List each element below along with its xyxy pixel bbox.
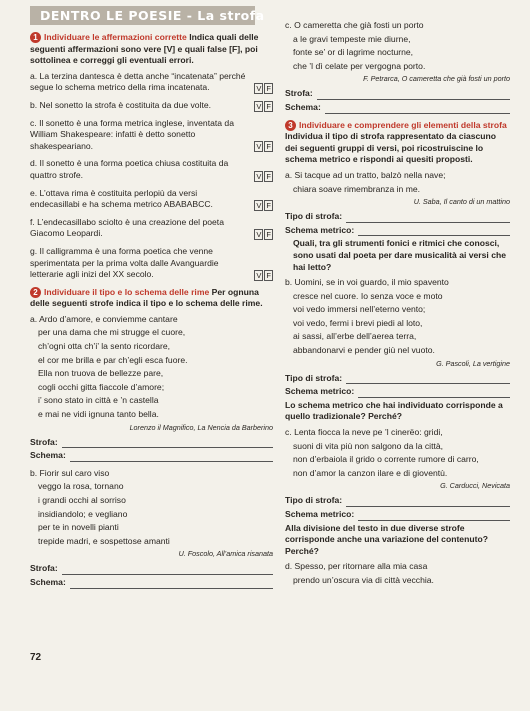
statement-text: c. Il sonetto è una forma metrica inglese, inventata da William Shakespeare: infatti è detto sonetto shakespeariano. xyxy=(30,117,234,151)
statement-item xyxy=(30,118,273,153)
question-text: Quali, tra gli strumenti fonici e ritmici che conosci, sono usati dal poeta per dare musicalità ai versi che hai letto? xyxy=(293,238,507,272)
answer-line[interactable] xyxy=(62,438,273,448)
poem-line: a. Si tacque ad un tratto, balzò nella nave; xyxy=(285,169,446,180)
false-box[interactable]: F xyxy=(266,229,271,239)
page-number: 72 xyxy=(30,652,42,663)
tipo-strofa-answer-field[interactable] xyxy=(285,373,510,385)
poem-stanza-3b xyxy=(285,277,510,369)
poem-line: cogli occhi gitta fiaccole d’amore; xyxy=(38,381,165,392)
poem-source: Lorenzo il Magnifico, La Nencia da Barberino xyxy=(129,422,273,432)
answer-line[interactable] xyxy=(70,452,273,462)
poem-line: b. Fiorir sul caro viso xyxy=(30,467,110,478)
tipo-strofa-answer-field[interactable] xyxy=(285,495,510,507)
poem-line: i grandi occhi al sorriso xyxy=(38,495,126,505)
true-box[interactable]: V xyxy=(256,200,262,210)
false-box[interactable]: F xyxy=(266,101,271,111)
poem-source: F. Petrarca, O cameretta che già fosti un porto xyxy=(363,74,510,84)
statement-item xyxy=(30,71,273,94)
question-text: Lo schema metrico che hai individuato corrisponde a quello tradizionale? Perché? xyxy=(285,399,503,422)
poem-line: Ella non truova de bellezze pare, xyxy=(38,368,164,379)
answer-line[interactable] xyxy=(358,511,510,521)
answer-line[interactable] xyxy=(70,579,273,589)
poem-line: abbandonarvi e pender giù nel vuoto. xyxy=(293,345,435,356)
schema-answer-field[interactable] xyxy=(30,577,273,589)
question-text: Alla divisione del testo in due diverse strofe corrisponde anche una variazione del contenuto? Perché? xyxy=(285,522,488,556)
poem-line: voi vedo, fermi i brevi piedi al loto, xyxy=(293,317,423,328)
false-box[interactable]: F xyxy=(266,270,271,280)
poem-line: cresce nel cuore. Io senza voce e moto xyxy=(293,290,443,301)
exercise-2-instruction: Per ognuna delle seguenti strofe indica il tipo e lo schema delle rime. xyxy=(30,286,263,309)
statement-item xyxy=(30,158,273,181)
poem-line: che ’l dì celate per vergogna porto. xyxy=(293,60,426,71)
field-label: Tipo di strofa: xyxy=(285,495,343,506)
poem-line: i’ sono stato in città e ’n castella xyxy=(38,395,159,406)
true-box[interactable]: V xyxy=(256,171,262,181)
poem-line: el cor me brilla e par ch’egli esca fuore. xyxy=(38,354,188,365)
answer-line[interactable] xyxy=(317,90,510,100)
poem-line: suoni di vita più non salgono da la città, xyxy=(293,440,444,451)
poem-line: e mai ne vidi ignuna tanto bella. xyxy=(38,409,159,420)
answer-line[interactable] xyxy=(346,374,510,384)
poem-line: insidiandolo; e vegliano xyxy=(38,508,128,519)
left-column xyxy=(30,30,273,591)
exercise-2-title: Individuare il tipo e lo schema delle rime xyxy=(44,286,210,297)
poem-line: ai sassi, all’erbe dell’aerea terra, xyxy=(293,331,417,342)
poem-line: per una dama che mi strugge el cuore, xyxy=(38,327,186,338)
exercise-number-badge: 1 xyxy=(30,32,41,43)
true-false-boxes[interactable] xyxy=(253,141,273,152)
false-box[interactable]: F xyxy=(266,171,271,181)
answer-line[interactable] xyxy=(346,497,510,507)
poem-line: non d’amor la canzon ilare e di gioventù. xyxy=(293,467,448,478)
answer-line[interactable] xyxy=(325,104,510,114)
poem-line: prendo un’oscura via di città vecchia. xyxy=(293,574,434,585)
poem-line: a le gravi tempeste mie diurne, xyxy=(293,33,411,44)
poem-source: U. Foscolo, All’amica risanata xyxy=(178,549,273,559)
strofa-answer-field[interactable] xyxy=(30,437,273,449)
statement-text: g. Il calligramma è una forma poetica che venne sperimentata per la prima volta dalle Avanguardie letterarie agli inizi del XX secolo. xyxy=(30,245,219,280)
statement-text: f. L’endecasillabo sciolto è una creazione del poeta Giacomo Leopardi. xyxy=(30,216,224,239)
poem-line: non d’erbaiola il grido o corrente rumore di carro, xyxy=(293,454,479,465)
exercise-3-heading xyxy=(285,120,510,166)
field-label: Tipo di strofa: xyxy=(285,211,343,222)
strofa-answer-field[interactable] xyxy=(30,563,273,575)
true-box[interactable]: V xyxy=(256,270,262,280)
statement-item xyxy=(30,100,273,112)
field-label: Schema: xyxy=(30,450,66,461)
exercise-2-heading xyxy=(30,287,273,310)
section-title: DENTRO LE POESIE - La strofa xyxy=(40,8,265,23)
exercise-1-title: Individuare le affermazioni corrette xyxy=(44,32,187,42)
exercise-3-title: Individuare e comprendere gli elementi della strofa xyxy=(299,119,507,130)
statement-text: a. La terzina dantesca è detta anche “incatenata” perché segue lo schema metrico della rima incatenata. xyxy=(30,70,246,93)
poem-stanza-b xyxy=(30,468,273,560)
poem-line: b. Uomini, se in voi guardo, il mio spavento xyxy=(285,277,449,288)
poem-line: c. O cameretta che già fosti un porto xyxy=(285,20,424,30)
poem-line: trepide madri, e sospettose amanti xyxy=(38,535,170,546)
strofa-answer-field[interactable] xyxy=(285,88,510,100)
poem-line: veggo la rosa, tornano xyxy=(38,481,124,492)
true-false-boxes[interactable] xyxy=(253,229,273,240)
poem-line: a. Ardo d’amore, e conviemme cantare xyxy=(30,313,178,324)
exercise-3-instruction: Individua il tipo di strofa rappresentato da ciascuno dei seguenti gruppi di versi, poi ricostruiscine lo schema metrico e rispondi ai quesiti proposti. xyxy=(285,131,497,165)
poem-source: U. Saba, Il canto di un mattino xyxy=(413,197,510,207)
poem-stanza-3a xyxy=(285,170,510,207)
poem-line: c. Lenta fiocca la neve pe ’l cinerëo: gridi, xyxy=(285,427,443,438)
statement-text: b. Nel sonetto la strofa è costituita da due volte. xyxy=(30,99,212,110)
true-box[interactable]: V xyxy=(256,83,262,93)
tipo-strofa-answer-field[interactable] xyxy=(285,211,510,223)
field-label: Strofa: xyxy=(30,563,58,574)
answer-line[interactable] xyxy=(62,565,273,575)
poem-line: per te in novelli pianti xyxy=(38,522,119,533)
field-label: Schema: xyxy=(30,576,66,587)
true-false-boxes[interactable] xyxy=(253,83,273,94)
false-box[interactable]: F xyxy=(266,83,271,93)
true-false-boxes[interactable] xyxy=(253,171,273,182)
true-false-boxes[interactable] xyxy=(253,101,273,112)
field-label: Strofa: xyxy=(30,436,58,447)
false-box[interactable]: F xyxy=(266,142,271,152)
exercise-1-heading xyxy=(30,32,273,67)
statement-item xyxy=(30,217,273,240)
exercise-number-badge: 3 xyxy=(285,120,296,131)
schema-answer-field[interactable] xyxy=(285,102,510,114)
statement-item xyxy=(30,188,273,211)
poem-line: d. Spesso, per ritornare alla mia casa xyxy=(285,561,428,572)
statement-text: d. Il sonetto è una forma poetica chiusa costituita da quattro strofe. xyxy=(30,158,229,180)
field-label: Schema metrico: xyxy=(285,509,355,519)
answer-line[interactable] xyxy=(358,388,510,398)
true-false-boxes[interactable] xyxy=(253,270,273,281)
field-label: Strofa: xyxy=(285,88,313,99)
true-box[interactable]: V xyxy=(256,101,262,111)
schema-answer-field[interactable] xyxy=(30,450,273,462)
field-label: Tipo di strofa: xyxy=(285,372,343,383)
poem-stanza-a xyxy=(30,314,273,433)
schema-metrico-answer-field[interactable] xyxy=(285,225,510,237)
statement-text: e. L’ottava rima è costituita perlopiù da versi endecasillabi e ha schema metrico ABABABCC. xyxy=(30,187,213,210)
poem-source: G. Pascoli, La vertigine xyxy=(436,358,510,368)
field-label: Schema metrico: xyxy=(285,386,355,397)
field-label: Schema metrico: xyxy=(285,224,355,235)
right-column xyxy=(285,20,510,589)
poem-line: chiara soave rimembranza in me. xyxy=(293,183,421,194)
answer-line[interactable] xyxy=(346,213,510,223)
schema-metrico-answer-field[interactable] xyxy=(285,509,510,521)
poem-line: ch’ogni otta ch’i’ la sento ricordare, xyxy=(38,341,170,352)
poem-stanza-c xyxy=(285,20,510,84)
poem-stanza-3c xyxy=(285,427,510,491)
answer-line[interactable] xyxy=(358,226,510,236)
true-box[interactable]: V xyxy=(256,229,262,239)
poem-line: voi vedo immersi nell’eterno vento; xyxy=(293,304,426,315)
exercise-number-badge: 2 xyxy=(30,287,41,298)
poem-line: fonte se’ or di lagrime nocturne, xyxy=(293,47,414,58)
false-box[interactable]: F xyxy=(266,200,271,210)
true-box[interactable]: V xyxy=(256,142,262,152)
poem-stanza-3d xyxy=(285,561,510,586)
statement-item xyxy=(30,246,273,281)
exercise-1-instruction: Indica quali delle seguenti affermazioni sono vere [V] e quali false [F], poi sottolinea e correggi gli eventuali errori. xyxy=(30,32,259,66)
schema-metrico-answer-field[interactable] xyxy=(285,386,510,398)
field-label: Schema: xyxy=(285,101,321,112)
poem-source: G. Carducci, Nevicata xyxy=(440,481,510,491)
true-false-boxes[interactable] xyxy=(253,200,273,211)
